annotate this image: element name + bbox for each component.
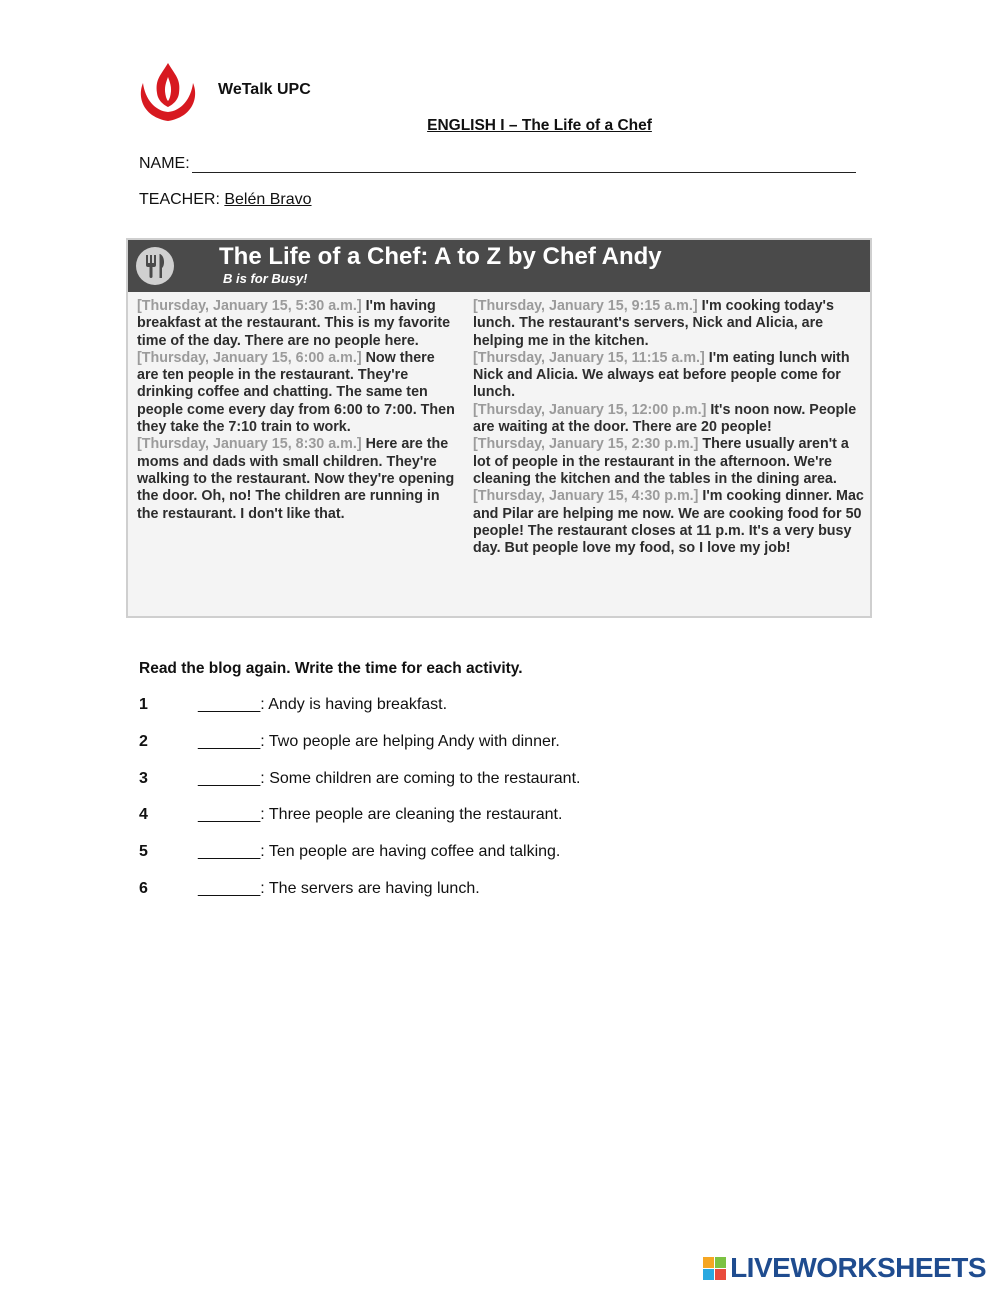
- blog-header: [128, 240, 870, 292]
- exercise-list: [139, 696, 580, 917]
- blog-column-right: [473, 298, 869, 557]
- item-number: 3: [139, 769, 148, 787]
- item-number: 4: [139, 806, 148, 824]
- timestamp: [Thursday, January 15, 12:00 p.m.]: [473, 401, 707, 418]
- fork-knife-icon: [135, 246, 175, 286]
- entry-text: It's noon now. People are waiting at the door. There are 20 people!: [473, 401, 857, 436]
- logo-tile: [703, 1257, 714, 1268]
- name-input-line[interactable]: [192, 154, 856, 173]
- name-row: [139, 154, 856, 173]
- entry-text: I'm eating lunch with Nick and Alicia. We always eat before people come for lunch.: [473, 349, 850, 401]
- logo-tiles-icon: [703, 1257, 726, 1280]
- item-text: : The servers are having lunch.: [260, 879, 480, 897]
- timestamp: [Thursday, January 15, 6:00 a.m.]: [137, 349, 362, 366]
- answer-blank[interactable]: _______: [198, 806, 261, 824]
- brand-name: WeTalk UPC: [218, 81, 311, 98]
- exercise-item: [139, 880, 580, 917]
- timestamp: [Thursday, January 15, 2:30 p.m.]: [473, 436, 699, 453]
- entry-text: I'm cooking dinner. Mac and Pilar are helping me now. We are cooking food for 50 people! The restaurant closes at 11 p.m. It's a very busy day. But people love my food, so I love my job!: [473, 488, 864, 557]
- blog-subtitle: B is for Busy!: [223, 271, 308, 286]
- item-text: : Andy is having breakfast.: [260, 696, 448, 713]
- item-number: 5: [139, 843, 148, 861]
- blog-title: The Life of a Chef: A to Z by Chef Andy: [219, 243, 662, 270]
- exercise-item: [139, 733, 580, 770]
- exercise-item: [139, 806, 580, 843]
- teacher-row: [139, 191, 312, 209]
- logo-tile: [715, 1257, 726, 1268]
- exercise-item: [139, 696, 580, 733]
- timestamp: [Thursday, January 15, 8:30 a.m.]: [137, 436, 362, 453]
- liveworksheets-wordmark: LIVEWORKSHEETS: [730, 1252, 986, 1283]
- item-text: : Some children are coming to the restaurant.: [260, 769, 581, 787]
- timestamp: [Thursday, January 15, 9:15 a.m.]: [473, 298, 698, 314]
- entry-text: Now there are ten people in the restaurant. They're drinking coffee and chatting. The same ten people come every day from 6:00 to 7:00. Then they take the 7:10 train to work.: [137, 349, 455, 436]
- item-text: : Ten people are having coffee and talking.: [260, 843, 561, 861]
- blog-column-left: [137, 298, 457, 523]
- answer-blank[interactable]: _______: [198, 879, 261, 897]
- exercise-item: [139, 843, 580, 880]
- exercise-item: [139, 770, 580, 807]
- entry-text: There usually aren't a lot of people in the restaurant in the afternoon. We're cleaning the kitchen and the tables in the dining area.: [473, 436, 849, 487]
- logo-tile: [715, 1269, 726, 1280]
- item-text: : Three people are cleaning the restaurant.: [260, 806, 563, 824]
- liveworksheets-logo[interactable]: [703, 1252, 986, 1284]
- item-number: 6: [139, 879, 148, 897]
- entry-text: Here are the moms and dads with small children. They're walking to the restaurant. Now they're opening the door. Oh, no! The children are running in the restaurant. I don't like that.: [137, 436, 455, 522]
- timestamp: [Thursday, January 15, 11:15 a.m.]: [473, 349, 705, 366]
- worksheet-title: ENGLISH I – The Life of a Chef: [427, 117, 652, 134]
- answer-blank[interactable]: _______: [198, 769, 261, 787]
- item-number: 1: [139, 696, 148, 713]
- item-number: 2: [139, 732, 148, 750]
- answer-blank[interactable]: _______: [198, 843, 261, 861]
- exercise-instruction: Read the blog again. Write the time for each activity.: [139, 660, 523, 677]
- item-text: : Two people are helping Andy with dinner.: [260, 732, 560, 750]
- teacher-name: Belén Bravo: [224, 191, 312, 208]
- entry-text: I'm having breakfast at the restaurant. This is my favorite time of the day. There are no people here.: [137, 298, 451, 349]
- timestamp: [Thursday, January 15, 5:30 a.m.]: [137, 298, 362, 314]
- name-label: NAME:: [139, 155, 190, 172]
- answer-blank[interactable]: _______: [198, 696, 261, 713]
- answer-blank[interactable]: _______: [198, 732, 261, 750]
- teacher-label: TEACHER:: [139, 191, 220, 208]
- timestamp: [Thursday, January 15, 4:30 p.m.]: [473, 488, 699, 505]
- logo-tile: [703, 1269, 714, 1280]
- entry-text: I'm cooking today's lunch. The restaurant's servers, Nick and Alicia, are helping me in the kitchen.: [473, 298, 834, 349]
- blog-image: [126, 238, 872, 618]
